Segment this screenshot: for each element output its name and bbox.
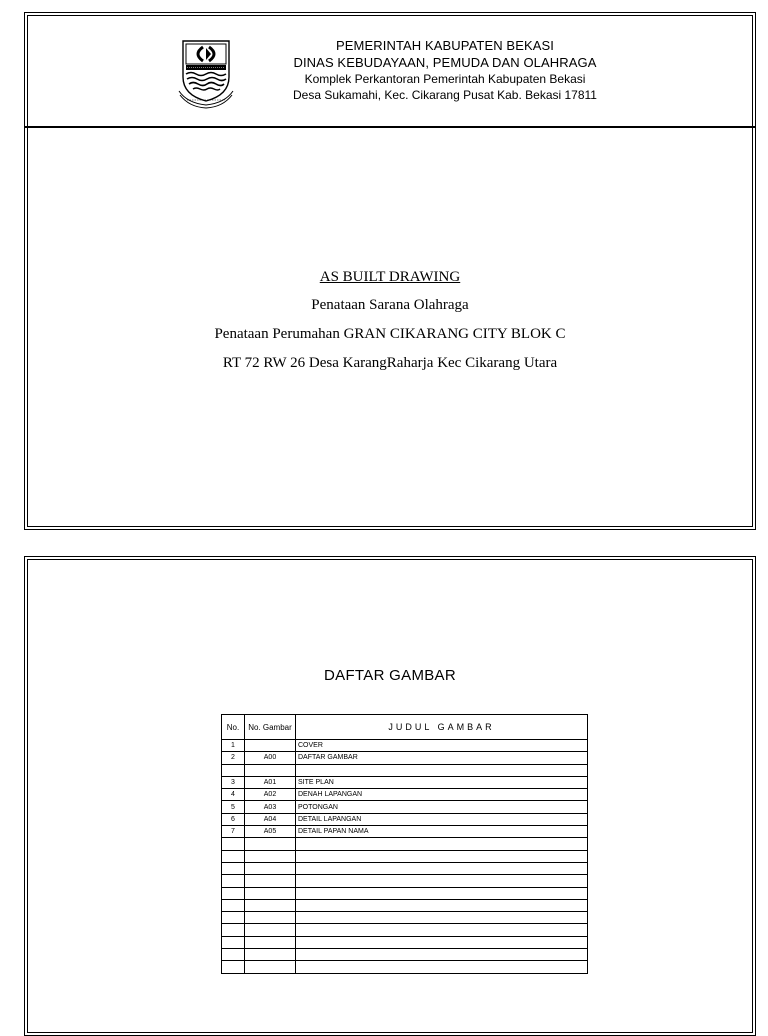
table-row: [222, 826, 588, 838]
row-drawing-title: [296, 764, 588, 776]
row-number: 2: [222, 752, 245, 764]
table-header-row: [222, 715, 588, 740]
government-name: PEMERINTAH KABUPATEN BEKASI: [336, 38, 554, 53]
row-drawing-title: [296, 887, 588, 899]
table-row: [222, 850, 588, 862]
table-row: [222, 740, 588, 752]
row-drawing-number: [245, 961, 296, 973]
table-row: [222, 776, 588, 788]
row-drawing-title: DAFTAR GAMBAR: [296, 752, 588, 764]
document-title: AS BUILT DRAWING: [319, 269, 461, 285]
row-drawing-number: [245, 949, 296, 961]
row-number: [222, 764, 245, 776]
row-drawing-number: A00: [245, 752, 296, 764]
row-number: [222, 899, 245, 911]
row-drawing-title: POTONGAN: [296, 801, 588, 813]
project-location: RT 72 RW 26 Desa KarangRaharja Kec Cikarang Utara: [222, 355, 558, 371]
row-drawing-number: A03: [245, 801, 296, 813]
row-number: [222, 862, 245, 874]
row-drawing-number: [245, 764, 296, 776]
table-row: [222, 912, 588, 924]
project-name: Penataan Perumahan GRAN CIKARANG CITY BLOK C: [214, 326, 566, 342]
cover-sheet: [24, 12, 756, 530]
table-row: [222, 764, 588, 776]
table-row: [222, 752, 588, 764]
row-number: 1: [222, 740, 245, 752]
cover-title-block: [25, 263, 755, 378]
letterhead: [25, 13, 755, 128]
row-number: [222, 961, 245, 973]
row-drawing-title: [296, 875, 588, 887]
row-drawing-number: A05: [245, 826, 296, 838]
drawing-list-table: [221, 714, 588, 974]
row-drawing-number: [245, 887, 296, 899]
row-drawing-title: [296, 862, 588, 874]
table-row: [222, 899, 588, 911]
row-drawing-title: DENAH LAPANGAN: [296, 789, 588, 801]
table-row: [222, 838, 588, 850]
row-drawing-title: COVER: [296, 740, 588, 752]
row-drawing-number: [245, 912, 296, 924]
table-row: [222, 961, 588, 973]
department-name: DINAS KEBUDAYAAN, PEMUDA DAN OLAHRAGA: [293, 55, 597, 70]
bekasi-regency-emblem-icon: [177, 37, 235, 109]
row-drawing-title: SITE PLAN: [296, 776, 588, 788]
row-drawing-number: [245, 740, 296, 752]
row-drawing-title: [296, 912, 588, 924]
row-number: 7: [222, 826, 245, 838]
row-drawing-title: [296, 961, 588, 973]
document-subtitle: Penataan Sarana Olahraga: [311, 297, 469, 313]
row-number: 5: [222, 801, 245, 813]
row-drawing-number: [245, 875, 296, 887]
row-number: [222, 912, 245, 924]
row-drawing-title: [296, 838, 588, 850]
row-drawing-title: DETAIL LAPANGAN: [296, 813, 588, 825]
row-drawing-number: [245, 850, 296, 862]
table-row: [222, 887, 588, 899]
table-row: [222, 949, 588, 961]
row-drawing-title: [296, 949, 588, 961]
header-no: No.: [222, 715, 245, 740]
drawing-list-sheet: [24, 556, 756, 1036]
table-row: [222, 813, 588, 825]
row-number: 4: [222, 789, 245, 801]
row-drawing-number: [245, 838, 296, 850]
row-drawing-title: DETAIL PAPAN NAMA: [296, 826, 588, 838]
row-number: [222, 924, 245, 936]
row-number: [222, 949, 245, 961]
letterhead-text: [255, 37, 635, 103]
row-drawing-number: A02: [245, 789, 296, 801]
row-drawing-number: A01: [245, 776, 296, 788]
row-number: [222, 936, 245, 948]
office-address: Desa Sukamahi, Kec. Cikarang Pusat Kab. Bekasi 17811: [293, 88, 597, 102]
drawing-list-title: DAFTAR GAMBAR: [324, 667, 456, 684]
row-drawing-number: [245, 862, 296, 874]
row-number: [222, 838, 245, 850]
row-drawing-title: [296, 899, 588, 911]
table-row: [222, 924, 588, 936]
table-row: [222, 801, 588, 813]
office-complex: Komplek Perkantoran Pemerintah Kabupaten Bekasi: [304, 72, 586, 86]
header-drawing-number: No. Gambar: [245, 715, 296, 740]
row-number: [222, 887, 245, 899]
row-number: [222, 875, 245, 887]
table-row: [222, 936, 588, 948]
row-drawing-number: A04: [245, 813, 296, 825]
row-drawing-number: [245, 924, 296, 936]
table-row: [222, 789, 588, 801]
row-number: [222, 850, 245, 862]
row-drawing-number: [245, 936, 296, 948]
header-drawing-title: JUDUL GAMBAR: [296, 715, 588, 740]
row-number: 3: [222, 776, 245, 788]
row-number: 6: [222, 813, 245, 825]
row-drawing-title: [296, 924, 588, 936]
table-row: [222, 875, 588, 887]
row-drawing-title: [296, 850, 588, 862]
table-row: [222, 862, 588, 874]
row-drawing-number: [245, 899, 296, 911]
row-drawing-title: [296, 936, 588, 948]
